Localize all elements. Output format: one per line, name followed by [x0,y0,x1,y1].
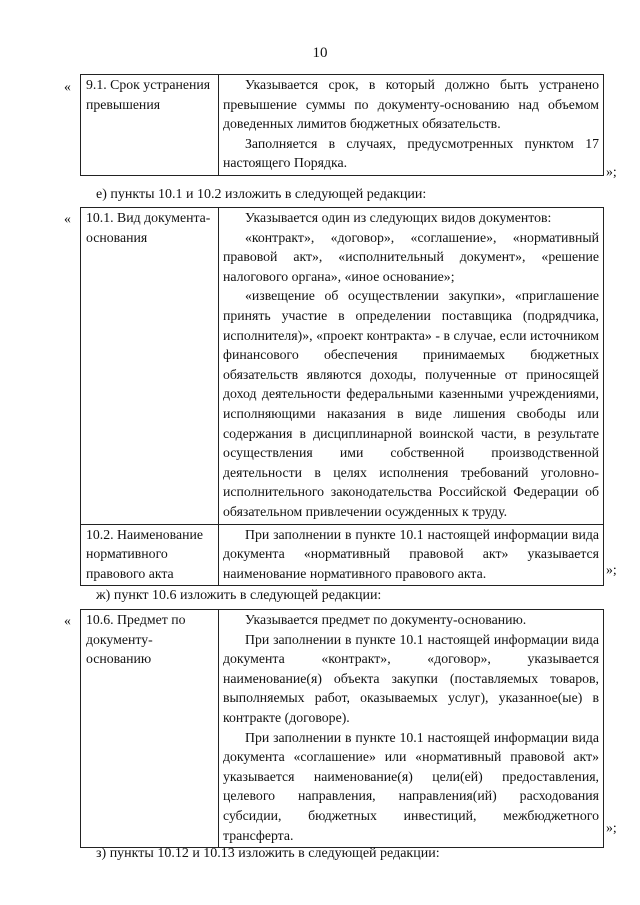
instruction-zh: ж) пункт 10.6 изложить в следующей редакции: [96,588,382,603]
paragraph: «контракт», «договор», «соглашение», «нормативный правовой акт», «исполнительный документ», «решение налогового органа», «иное основание»; [223,229,599,284]
item-description [219,75,604,176]
quote-open-3: « [64,613,71,628]
paragraph: Указывается один из следующих видов документов: [245,210,552,225]
item-title: 9.1. Срок устранения превышения [81,75,219,176]
item-title: 10.6. Предмет по документу-основанию [81,610,219,848]
table-items-10-1-10-2 [80,207,604,586]
quote-close-3: »; [606,820,617,835]
paragraph: При заполнении в пункте 10.1 настоящей информации вида документа «соглашение» или «нормативный правовой акт» указывается наименование(я) цели(ей) предоставления, целевого направления, направления(ий) расходования субсидии, бюджетных инвестиций, межбюджетного трансферта. [223,729,599,843]
table-item-9-1 [80,74,604,176]
paragraph: Указывается срок, в который должно быть устранено превышение суммы по документу-основанию над объемом доведенных лимитов бюджетных обязательств. [223,77,599,132]
instruction-z: з) пункты 10.12 и 10.13 изложить в следующей редакции: [96,846,440,861]
table-row [81,610,604,848]
quote-close-1: »; [606,164,617,179]
quote-open-2: « [64,211,71,226]
quote-open-1: « [64,79,71,94]
item-title: 10.2. Наименование нормативного правового акта [81,524,219,586]
paragraph: Заполняется в случаях, предусмотренных пунктом 17 настоящего Порядка. [223,135,599,171]
paragraph: При заполнении в пункте 10.1 настоящей информации вида документа «нормативный правовой акт» указывается наименование нормативного правового акта. [223,526,599,581]
item-description [219,208,604,525]
paragraph: «извещение об осуществлении закупки», «приглашение принять участие в определении поставщика (подрядчика, исполнителя)», «проект контракта» - в случае, если источником финансового обеспечения принимаемых бюджетных обязательств являются доходы, полученные от приносящей доход деятельности федеральными казенными учреждениями, исполняющими наказания в виде лишения свободы или содержания в дисциплинарной воинской части, в результате осуществления ими собственной производственной деятельности в целях исполнения требований уголовно-исполнительного законодательства Российской Федерации об обязательном привлечении осужденных к труду. [223,288,599,519]
table-row [81,524,604,586]
table-row [81,208,604,525]
page-number: 10 [312,45,328,61]
paragraph: При заполнении в пункте 10.1 настоящей информации вида документа «контракт», «договор», указывается наименование(я) объекта закупки (поставляемых товаров, выполняемых работ, оказываемых услуг), указанное(ые) в контракте (договоре). [223,631,599,725]
item-title: 10.1. Вид документа-основания [81,208,219,525]
item-description [219,610,604,848]
item-description [219,524,604,586]
table-item-10-6 [80,609,604,848]
table-row [81,75,604,176]
quote-close-2: »; [606,562,617,577]
paragraph: Указывается предмет по документу-основанию. [245,612,527,627]
instruction-e: е) пункты 10.1 и 10.2 изложить в следующей редакции: [96,187,427,202]
